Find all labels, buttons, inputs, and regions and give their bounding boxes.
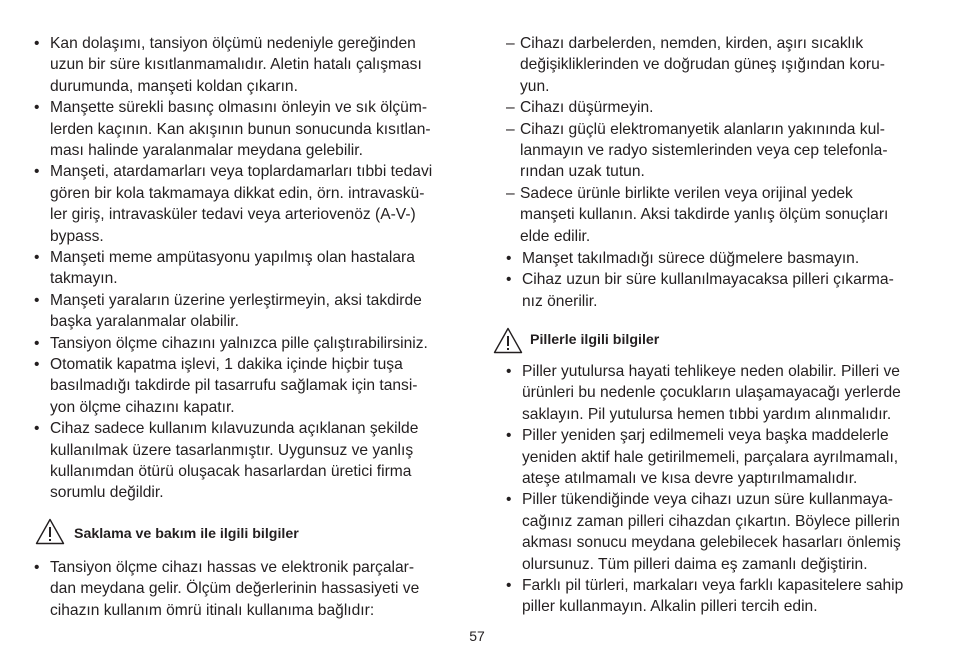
bullet-item-marker: • [506, 271, 512, 289]
bullet-item-text: ler giriş, intravasküler tedavi veya arteriovenöz (A-V-) [50, 206, 416, 224]
bullet-item-line [50, 268, 118, 289]
bullet-item-line [522, 291, 597, 312]
bullet-item-text: başka yaralanmalar olabilir. [50, 313, 239, 331]
bullet-item-marker: • [34, 420, 40, 438]
bullet-item-text: saklayın. Pil yutulursa hemen tıbbi yardım alınmalıdır. [522, 405, 892, 423]
bullet-item-marker: • [34, 163, 40, 181]
dash-item-line [520, 54, 885, 75]
dash-item-marker: – [506, 120, 515, 138]
dash-item-marker: – [506, 35, 515, 52]
bullet-item-line [522, 532, 901, 553]
bullet-item-line [34, 333, 428, 354]
bullet-item-marker: • [34, 356, 40, 373]
bullet-item-marker: • [34, 334, 40, 352]
bullet-item-line [50, 600, 374, 621]
bullet-item-text: Manşeti meme ampütasyonu yapılmış olan hastalara [50, 249, 415, 266]
bullet-item-marker: • [34, 249, 40, 266]
dash-item-marker: – [506, 99, 515, 117]
bullet-item-text: ürünleri bu nedenle çocukların ulaşamayacağı yerlerde [522, 384, 901, 402]
bullet-item-text: cihazın kullanım ömrü itinalı kullanıma bağlıdır: [50, 601, 375, 619]
bullet-item-marker: • [34, 99, 40, 117]
bullet-item-line [522, 511, 900, 532]
bullet-item-text: olursunuz. Tüm pilleri daima eş zamanlı değiştirin. [522, 555, 868, 573]
bullet-item-line [522, 554, 868, 575]
dash-item-line [520, 161, 645, 182]
dash-item-text: rından uzak tutun. [520, 163, 645, 181]
bullet-item-text: yeniden aktif hale getirilmemeli, parçalara ayrılmamalı, [522, 448, 899, 466]
bullet-item-text: dan meydana gelir. Ölçüm değerlerinin hassasiyeti ve [50, 580, 420, 598]
bullet-item-marker: • [506, 577, 512, 594]
bullet-item-text: nız önerilir. [522, 292, 598, 310]
bullet-item-line [50, 440, 413, 461]
bullet-item-line [50, 397, 235, 418]
dash-item-text: yun. [520, 77, 550, 95]
dash-item-text: Cihazı güçlü elektromanyetik alanların yakınında kul- [520, 120, 885, 138]
bullet-item-line [34, 33, 416, 54]
bullet-item-line [50, 76, 298, 97]
bullet-item-line [522, 596, 818, 617]
bullet-item-text: cağınız zaman pilleri cihazdan çıkartın. Böylece pillerin [522, 512, 900, 530]
bullet-item-text: uzun bir süre kısıtlanmamalıdır. Aletin hatalı çalışması [50, 56, 422, 74]
bullet-item-text: gören bir kola takmamaya dikkat edin, örn. intravaskü- [50, 184, 425, 202]
bullet-item-line [50, 119, 431, 140]
bullet-item-line [50, 183, 424, 204]
dash-item-text: lanmayın ve radyo sistemlerinden veya cep telefonla- [520, 142, 888, 159]
bullet-item-text: kullanılmak üzere tasarlanmıştır. Uygunsuz ve yanlış [50, 441, 414, 459]
bullet-item-line [50, 54, 422, 75]
bullet-item-text: Manşet takılmadığı sürece düğmelere basmayın. [522, 250, 860, 267]
warning-triangle-icon [35, 518, 65, 545]
bullet-item-line [522, 447, 898, 468]
bullet-item-line [34, 557, 414, 578]
bullet-item-line [34, 161, 432, 182]
bullet-item-text: piller kullanmayın. Alkalin pilleri tercih edin. [522, 598, 818, 616]
bullet-item-marker: • [506, 363, 512, 380]
dash-item-line [506, 33, 863, 54]
bullet-item-line [506, 248, 859, 269]
storage-heading: Saklama ve bakım ile ilgili bilgiler [74, 526, 299, 542]
bullet-item-line [34, 354, 403, 375]
bullet-item-text: akması sonucu meydana gelebilecek hasarları önlemiş [522, 534, 901, 552]
bullet-item-text: bypass. [50, 227, 104, 245]
bullet-item-text: Piller tükendiğinde veya cihazı uzun süre kullanmaya- [522, 491, 893, 509]
battery-heading: Pillerle ilgili bilgiler [530, 332, 660, 348]
bullet-item-line [506, 489, 893, 510]
bullet-item-text: durumunda, manşeti koldan çıkarın. [50, 77, 298, 95]
bullet-item-line [522, 382, 901, 403]
bullet-item-line [506, 269, 894, 290]
dash-item-line [506, 119, 885, 140]
bullet-item-line [50, 204, 416, 225]
bullet-item-text: lerden kaçının. Kan akışının bunun sonucunda kısıtlan- [50, 120, 431, 138]
bullet-item-line [506, 575, 903, 596]
bullet-item-line [522, 468, 857, 489]
bullet-item-line [34, 247, 415, 268]
dash-item-text: manşeti kullanın. Aksi takdirde yanlış ölçüm sonuçları [520, 206, 889, 224]
bullet-item-text: Farklı pil türleri, markaları veya farklı kapasitelere sahip [522, 577, 904, 594]
bullet-item-line [50, 311, 239, 332]
dash-item-text: Sadece ürünle birlikte verilen veya orijinal yedek [520, 184, 853, 202]
dash-item-text: elde edilir. [520, 227, 591, 245]
bullet-item-text: takmayın. [50, 270, 118, 288]
bullet-item-text: Tansiyon ölçme cihazını yalnızca pille çalıştırabilirsiniz. [50, 334, 428, 352]
bullet-item-line [34, 418, 418, 439]
bullet-item-text: Cihaz uzun bir süre kullanılmayacaksa pilleri çıkarma- [522, 271, 894, 289]
bullet-item-text: ması halinde yaralanmalar meydana gelebilir. [50, 142, 363, 159]
bullet-item-line [50, 375, 418, 396]
bullet-item-text: Piller yutulursa hayati tehlikeye neden olabilir. Pilleri ve [522, 363, 900, 380]
bullet-item-text: sorumlu değildir. [50, 484, 164, 502]
bullet-item-line [50, 482, 164, 503]
dash-item-text: değişikliklerinden ve doğrudan güneş ışığından koru- [520, 56, 885, 74]
bullet-item-marker: • [506, 427, 512, 445]
bullet-item-marker: • [506, 250, 512, 267]
dash-item-line [506, 97, 653, 118]
dash-item-line [520, 140, 888, 161]
bullet-item-text: Piller yeniden şarj edilmemeli veya başka maddelerle [522, 427, 889, 445]
bullet-item-text: Manşeti, atardamarları veya toplardamarları tıbbi tedavi [50, 163, 433, 181]
bullet-item-text: kullanımdan ötürü oluşacak hasarlardan üretici firma [50, 463, 412, 480]
dash-item-line [506, 183, 853, 204]
dash-item-text: Cihazı darbelerden, nemden, kirden, aşırı sıcaklık [520, 35, 864, 52]
bullet-item-line [522, 404, 891, 425]
bullet-item-marker: • [506, 491, 512, 509]
dash-item-marker: – [506, 184, 515, 202]
bullet-item-text: Tansiyon ölçme cihazı hassas ve elektronik parçalar- [50, 559, 415, 576]
bullet-item-text: basılmadığı takdirde pil tasarrufu sağlamak için tansi- [50, 377, 418, 395]
warning-triangle-icon [493, 327, 523, 354]
bullet-item-marker: • [34, 291, 40, 309]
dash-item-line [520, 204, 888, 225]
bullet-item-text: Manşette sürekli basınç olmasını önleyin ve sık ölçüm- [50, 99, 428, 117]
bullet-item-text: yon ölçme cihazını kapatır. [50, 398, 235, 416]
bullet-item-text: Otomatik kapatma işlevi, 1 dakika içinde hiçbir tuşa [50, 356, 403, 373]
bullet-item-line [50, 226, 104, 247]
page-number: 57 [469, 628, 485, 644]
bullet-item-line [506, 361, 900, 382]
dash-item-text: Cihazı düşürmeyin. [520, 99, 654, 117]
bullet-item-line [50, 461, 411, 482]
bullet-item-marker: • [34, 559, 40, 576]
dash-item-line [520, 76, 549, 97]
bullet-item-line [506, 425, 889, 446]
bullet-item-text: ateşe atılmamalı ve kısa devre yaptırılmamalıdır. [522, 470, 858, 487]
bullet-item-text: Manşeti yaraların üzerine yerleştirmeyin, aksi takdirde [50, 291, 422, 309]
bullet-item-line [50, 140, 363, 161]
bullet-item-text: Kan dolaşımı, tansiyon ölçümü nedeniyle gereğinden [50, 35, 416, 52]
dash-item-line [520, 226, 590, 247]
bullet-item-line [34, 290, 422, 311]
bullet-item-text: Cihaz sadece kullanım kılavuzunda açıklanan şekilde [50, 420, 419, 438]
bullet-item-marker: • [34, 35, 40, 52]
bullet-item-line [34, 97, 427, 118]
bullet-item-line [50, 578, 419, 599]
